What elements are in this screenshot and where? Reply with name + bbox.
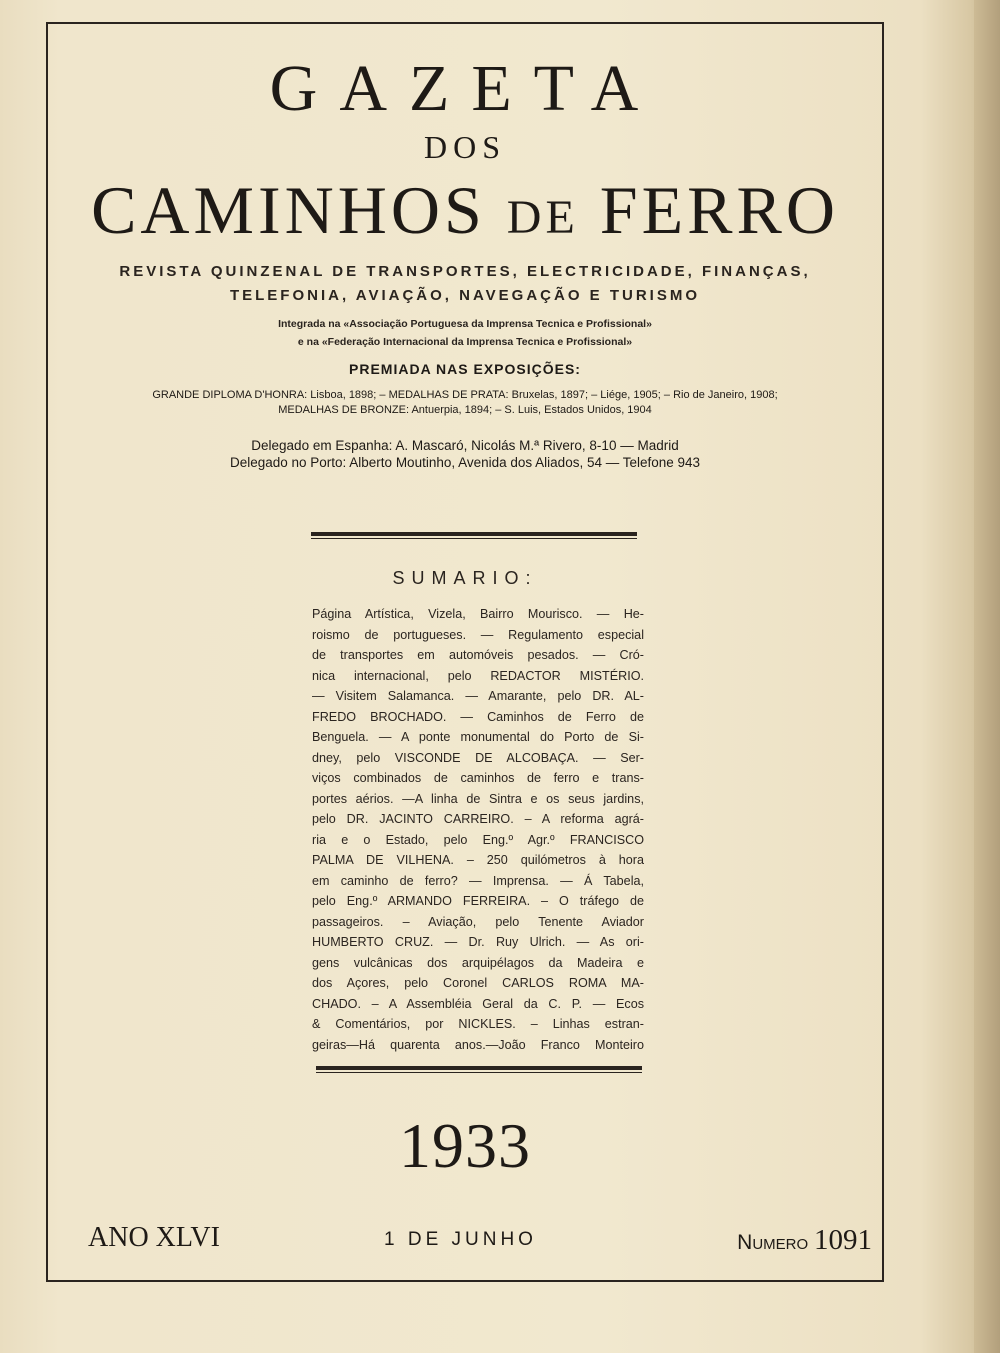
- summary-line: HUMBERTO CRUZ. — Dr. Ruy Ulrich. — As ori-: [312, 935, 644, 949]
- book-spine-edge: [974, 0, 1000, 1353]
- summary-line: pelo Eng.º ARMANDO FERREIRA. – O tráfego de: [312, 894, 644, 908]
- summary-text: [312, 604, 644, 1055]
- masthead-subtitle: [48, 172, 882, 248]
- awards-heading: PREMIADA NAS EXPOSIÇÕES:: [349, 361, 581, 377]
- summary-line: ria e o Estado, pelo Eng.º Agr.º FRANCISCO: [312, 832, 644, 847]
- issue-date: 1 DE JUNHO: [384, 1229, 537, 1250]
- summary-line: Benguela. — A ponte monumental do Porto de Si-: [312, 730, 644, 744]
- summary-line: nica internacional, pelo REDACTOR MISTÉRIO.: [312, 668, 644, 683]
- summary-line: — Visitem Salamanca. — Amarante, pelo DR. AL-: [312, 689, 644, 703]
- affiliation-line-2: e na «Federação Internacional da Imprensa Tecnica e Profissional»: [297, 336, 633, 348]
- summary-line: em caminho de ferro? — Imprensa. — Á Tabela,: [312, 873, 644, 888]
- issue-number: [737, 1226, 872, 1255]
- summary-line: CHADO. – A Assembléia Geral da C. P. — Ecos: [312, 996, 644, 1011]
- issue-number-value: 1091: [814, 1224, 872, 1256]
- summary-heading: SUMARIO:: [392, 568, 538, 588]
- description-line-1: REVISTA QUINZENAL DE TRANSPORTES, ELECTRICIDADE, FINANÇAS,: [119, 263, 811, 280]
- issue-number-label: Numero: [737, 1231, 809, 1254]
- summary-line: dney, pelo VISCONDE DE ALCOBAÇA. — Ser-: [312, 750, 644, 765]
- summary-line: FREDO BROCHADO. — Caminhos de Ferro de: [312, 709, 644, 724]
- summary-line: pelo DR. JACINTO CARREIRO. – A reforma agrá-: [312, 812, 644, 826]
- summary-line: PALMA DE VILHENA. – 250 quilómetros à hora: [312, 853, 644, 867]
- summary-line: de transportes em automóveis pesados. — Cró-: [312, 648, 644, 662]
- delegate-porto: Delegado no Porto: Alberto Moutinho, Avenida dos Aliados, 54 — Telefone 943: [229, 455, 701, 470]
- summary-line: geiras—Há quarenta anos.—João Franco Monteiro: [312, 1037, 644, 1052]
- divider-rule-bottom: [316, 1066, 642, 1073]
- cover-border-frame: [46, 22, 884, 1282]
- summary-line: viços combinados de caminhos de ferro e trans-: [312, 771, 644, 785]
- summary-line: Página Artística, Vizela, Bairro Mourisco. — He-: [312, 607, 644, 621]
- description-line-2: TELEFONIA, AVIAÇÃO, NAVEGAÇÃO E TURISMO: [229, 287, 701, 304]
- summary-line: passageiros. – Aviação, pelo Tenente Aviador: [312, 914, 644, 929]
- summary-line: roismo de portugueses. — Regulamento especial: [312, 627, 644, 642]
- issue-volume: ANO XLVI: [88, 1222, 220, 1253]
- masthead-subtitle-text: CAMINHOS de FERRO: [91, 172, 839, 248]
- issue-year: 1933: [399, 1110, 531, 1181]
- masthead-title: GAZETA: [269, 52, 661, 125]
- masthead-dos: DOS: [423, 129, 506, 165]
- summary-line: gens vulcânicas dos arquipélagos da Madeira e: [312, 955, 644, 970]
- divider-rule-top: [311, 532, 637, 539]
- delegate-spain: Delegado em Espanha: A. Mascaró, Nicolás M.ª Rivero, 8-10 — Madrid: [251, 438, 679, 453]
- summary-line: & Comentários, por NICKLES. – Linhas estran-: [312, 1017, 644, 1031]
- affiliation-line-1: Integrada na «Associação Portuguesa da Imprensa Tecnica e Profissional»: [278, 318, 652, 330]
- awards-line-1: GRANDE DIPLOMA D'HONRA: Lisboa, 1898; – MEDALHAS DE PRATA: Bruxelas, 1897; – Liége, 1905; – Rio de Janeiro, 1908;: [152, 389, 778, 401]
- awards-line-2: MEDALHAS DE BRONZE: Antuerpia, 1894; – S. Luis, Estados Unidos, 1904: [278, 404, 652, 416]
- summary-line: portes aérios. —A linha de Sintra e os seus jardins,: [312, 791, 644, 806]
- summary-line: dos Açores, pelo Coronel CARLOS ROMA MA-: [312, 976, 644, 990]
